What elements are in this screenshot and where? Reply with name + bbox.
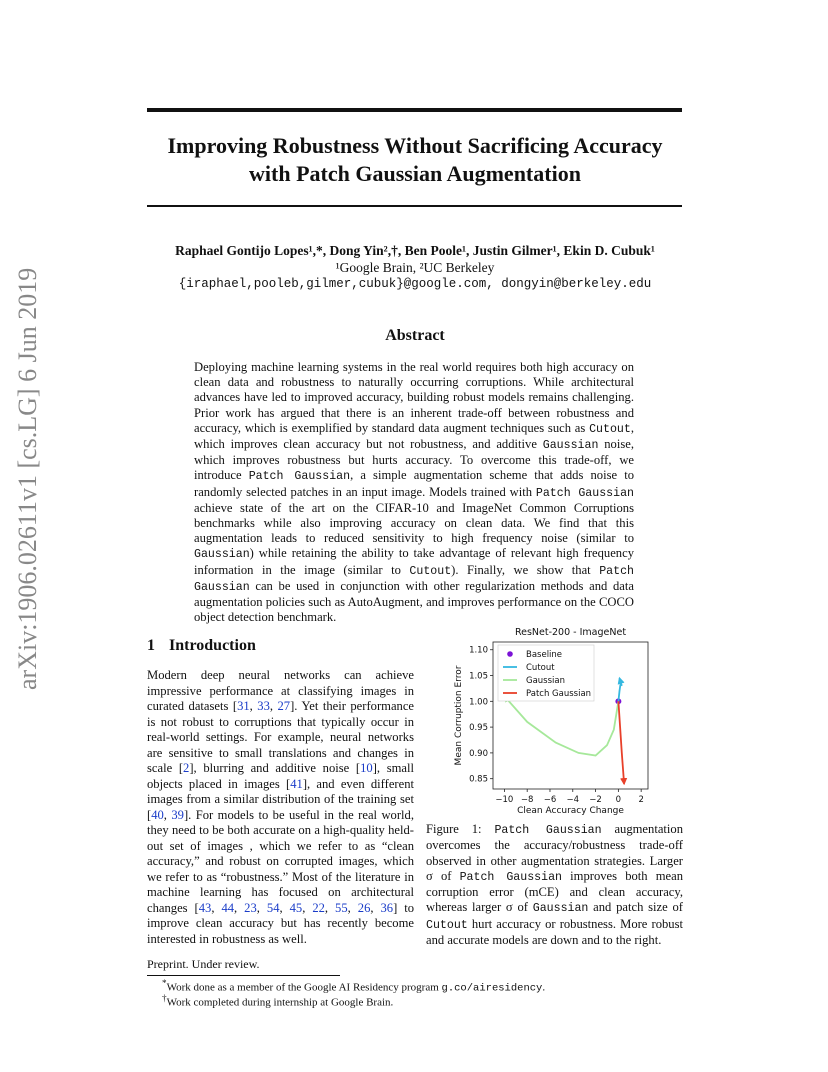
author-names: Raphael Gontijo Lopes¹,*, Dong Yin²,†, Ben Poole¹, Justin Gilmer¹, Ekin D. Cubuk¹ xyxy=(175,243,655,258)
y-tick-label: 1.00 xyxy=(469,697,488,708)
citation-link[interactable]: 45 xyxy=(289,900,303,915)
series-line-cutout xyxy=(618,678,621,701)
y-tick-label: 0.95 xyxy=(469,723,488,734)
code-patch-gaussian: Patch Gaussian xyxy=(194,564,634,594)
footnote-text: . xyxy=(542,981,546,994)
abstract-text: noise, which improves robustness but hurts accuracy. To overcome this trade-off, we introduce xyxy=(194,437,634,483)
x-tick-label: −8 xyxy=(520,795,534,805)
citation-link[interactable]: 23 xyxy=(244,900,257,915)
footnote-text: Work done as a member of the Google AI Residency program xyxy=(166,981,442,994)
x-tick-label: 2 xyxy=(638,795,644,805)
caption-text: Figure 1: xyxy=(426,822,495,836)
code-patch-gaussian: Patch Gaussian xyxy=(248,470,351,484)
abstract-text: ) while retaining the ability to take advantage of relevant high frequency information in the image (similar to xyxy=(194,546,634,577)
section-title: Introduction xyxy=(169,637,256,654)
abstract-text: ). Finally, we show that xyxy=(451,562,600,577)
code-patch-gaussian: Patch Gaussian xyxy=(535,486,634,500)
code-gaussian: Gaussian xyxy=(532,902,589,916)
code-gaussian: Gaussian xyxy=(194,548,250,562)
abstract-heading: Abstract xyxy=(385,327,445,344)
footnote-text: Work completed during internship at Google Brain. xyxy=(166,996,394,1009)
abstract-text: achieve state of the art on the CIFAR-10 and ImageNet Common Corruptions benchmarks while also improving accuracy on clean data. We find that this augmentation leads to reduced sensitivity to high frequency noise (similar to xyxy=(194,500,634,546)
y-tick-label: 0.90 xyxy=(469,748,488,759)
intro-text: ], small objects placed in images [ xyxy=(147,761,414,791)
y-axis-label: Mean Corruption Error xyxy=(454,665,464,766)
author-block xyxy=(120,242,710,293)
caption-text: hurt accuracy or robustness. More robust and accurate models are down and to the right. xyxy=(426,916,683,948)
citation-link[interactable]: 2 xyxy=(183,761,190,775)
title-top-rule xyxy=(147,108,682,112)
footnote-mark: † xyxy=(162,993,167,1003)
y-tick-label: 1.05 xyxy=(469,671,488,682)
abstract-text: can be used in conjunction with other regularization methods and data augmentation policies such as AutoAugment, and improves performance on the COCO object detection benchmark. xyxy=(194,578,634,625)
code-cutout: Cutout xyxy=(426,918,468,932)
citation-link[interactable]: 26 xyxy=(357,900,371,915)
figure-1-chart xyxy=(445,620,660,815)
code-cutout: Cutout xyxy=(409,564,452,578)
code-cutout: Cutout xyxy=(589,422,631,436)
intro-text: ], blurring and additive noise [ xyxy=(189,761,361,775)
intro-paragraph: Modern deep neural networks can achieve impressive performance at classifying images in curated datasets [31, 33, 27]. Yet their performance is not robust to corruptions that typically occur in real-world settings. For example, neural networks are sensitive to small translations and changes in scale [2], blurring and additive noise [10], small objects placed in images [41], and even different images from a similar distribution of the training set [40, 39]. For models to be useful in the real world, they need to be both accurate on a high-quality held-out set of images , which we refer to as “clean accuracy,” and robust on corrupted images, which we refer to as “robustness.” Most of the literature in machine learning has focused on architectural changes [43, 44, 23, 54, 45, 22, 55, 26, 36] to improve clean accuracy but has recently become interested in robustness as well. xyxy=(147,668,415,946)
x-axis-label: Clean Accuracy Change xyxy=(517,806,624,815)
y-tick-label: 1.10 xyxy=(469,645,488,656)
footnote-mark: * xyxy=(162,978,167,988)
citation-link[interactable]: 36 xyxy=(380,900,394,915)
residency-link[interactable]: g.co/airesidency xyxy=(441,982,543,995)
figure-caption xyxy=(426,822,683,948)
legend-label: Gaussian xyxy=(526,676,565,686)
abstract-text: , which improves clean accuracy but not robustness, and additive xyxy=(194,420,634,452)
legend-label: Baseline xyxy=(526,650,563,660)
series-line-gaussian xyxy=(504,696,618,755)
section-heading xyxy=(147,637,256,655)
intro-text: ]. For models to be useful in the real world, they need to be both accurate on a high-quality held-out set of images , which we refer to as “clean accuracy,” and robust on corrupted images, which we refer to as “robustness.” Most of the literature in machine learning has focused on architectural changes [ xyxy=(147,807,414,915)
title-line-2: with Patch Gaussian Augmentation xyxy=(249,161,581,186)
code-patch-gaussian: Patch Gaussian xyxy=(494,824,602,837)
caption-text: improves both mean corruption error (mCE) and clean accuracy, whereas larger σ of xyxy=(426,868,684,915)
citation-link[interactable]: 55 xyxy=(335,900,348,915)
caption-text: augmentation overcomes the accuracy/robustness trade-off observed in other augmentation strategies. Larger σ of xyxy=(426,822,683,883)
citation-link[interactable]: 33 xyxy=(257,699,270,713)
section-number: 1 xyxy=(147,637,155,654)
intro-text: ]. Yet their performance is not robust to corruptions that typically occur in real-world settings. For example, neural networks are sensitive to small translations and changes in scale [ xyxy=(147,699,415,775)
legend-marker xyxy=(507,651,513,657)
arxiv-identifier: arXiv:1906.02611v1 [cs.LG] 6 Jun 2019 xyxy=(13,267,42,690)
footnote-rule xyxy=(147,975,340,976)
title-bottom-rule xyxy=(147,205,682,207)
chart-title: ResNet-200 - ImageNet xyxy=(514,627,627,638)
author-emails: {iraphael,pooleb,gilmer,cubuk}@google.com, dongyin@berkeley.edu xyxy=(178,277,652,291)
citation-link[interactable]: 41 xyxy=(290,776,303,791)
code-patch-gaussian: Patch Gaussian xyxy=(459,870,563,884)
x-tick-label: −10 xyxy=(495,795,514,805)
citation-link[interactable]: 40 xyxy=(151,807,164,822)
citation-link[interactable]: 44 xyxy=(221,900,235,915)
citation-link[interactable]: 43 xyxy=(198,900,212,915)
citation-link[interactable]: 31 xyxy=(237,699,250,713)
intro-text: Modern deep neural networks can achieve impressive performance at classifying images in curated datasets [ xyxy=(147,668,414,713)
abstract-text: , a simple augmentation scheme that adds noise to randomly selected patches in an input image. Models trained with xyxy=(194,468,634,499)
author-affiliations: ¹Google Brain, ²UC Berkeley xyxy=(335,260,495,275)
caption-text: and patch size of xyxy=(588,900,683,915)
intro-text: ] to improve clean accuracy but has recently become interested in robustness as well. xyxy=(147,900,415,946)
code-gaussian: Gaussian xyxy=(542,439,599,453)
paper-title xyxy=(120,132,710,188)
x-tick-label: −2 xyxy=(589,795,602,805)
citation-link[interactable]: 27 xyxy=(277,699,291,713)
abstract-text: Deploying machine learning systems in the real world requires both high accuracy on clean data and robustness to naturally occurring corruptions. While architectural advances have led to improved accuracy, building robust models remains challenging. Prior work has argued that there is an inherent trade-off between robustness and accuracy, which is exemplified by standard data augment techniques such as xyxy=(194,360,634,435)
series-line-patch-gaussian xyxy=(618,701,624,784)
legend-label: Cutout xyxy=(526,663,555,673)
x-tick-label: −4 xyxy=(566,795,580,805)
legend-label: Patch Gaussian xyxy=(526,689,592,699)
intro-text: ], and even different images from a similar distribution of the training set [ xyxy=(147,776,414,822)
preprint-note: Preprint. Under review. xyxy=(147,957,260,971)
citation-link[interactable]: 22 xyxy=(312,900,325,915)
citation-link[interactable]: 54 xyxy=(266,900,280,915)
y-tick-label: 0.85 xyxy=(469,774,488,785)
x-tick-label: 0 xyxy=(615,795,622,805)
citation-link[interactable]: 39 xyxy=(171,807,184,822)
citation-link[interactable]: 10 xyxy=(360,761,373,775)
abstract-body xyxy=(194,360,634,625)
x-tick-label: −6 xyxy=(543,795,557,805)
footnote-2 xyxy=(162,993,393,1009)
title-line-1: Improving Robustness Without Sacrificing Accuracy xyxy=(167,133,663,158)
